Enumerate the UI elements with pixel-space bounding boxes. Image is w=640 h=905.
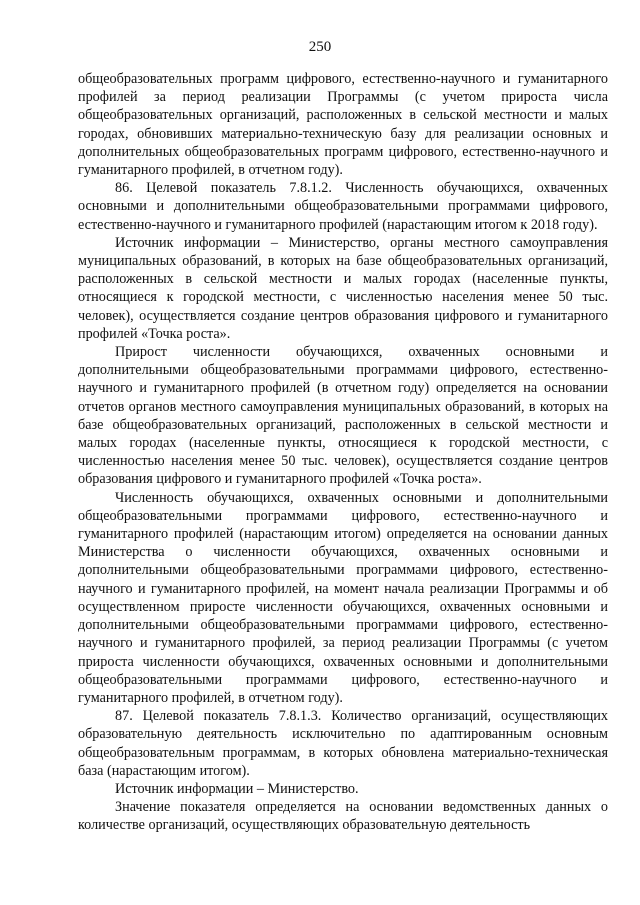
paragraph-continuation: общеобразовательных программ цифрового, естественно-научного и гуманитарного профилей за период реализации Программы (с учетом прироста числа общеобразовательных организаций, расположенных в сельской местности и малых городах, обновивших материально-техническую базу для реализации основных и дополнительных общеобразовательных программ цифрового, естественно-научного и гуманитарного профилей, в отчетном году).	[78, 71, 608, 179]
paragraph-source-87: Источник информации – Министерство.	[115, 780, 359, 797]
paragraph-value-method: Значение показателя определяется на основании ведомственных данных о количестве организаций, осуществляющих образовательную деятельность	[78, 799, 608, 834]
document-body	[78, 70, 608, 835]
page-number: 250	[308, 39, 332, 55]
paragraph-cumulative-method: Численность обучающихся, охваченных основными и дополнительными общеобразовательными программами цифрового, естественно-научного и гуманитарного профилей (нарастающим итогом) определяется на основании данных Министерства о численности обучающихся, охваченных основными и дополнительными общеобразовательными программами цифрового, естественно-научного и гуманитарного профилей, на момент начала реализации Программы и об осуществленном приросте численности обучающихся, охваченных основными и дополнительными общеобразовательными программами цифрового, естественно-научного и гуманитарного профилей, за период реализации Программы (с учетом прироста численности обучающихся, охваченных основными и дополнительными общеобразовательными программами цифрового, естественно-научного и гуманитарного профилей, в отчетном году).	[78, 489, 608, 706]
paragraph-indicator-86: 86. Целевой показатель 7.8.1.2. Численность обучающихся, охваченных основными и дополнительными общеобразовательными программами цифрового, естественно-научного и гуманитарного профилей (нарастающим итогом к 2018 году).	[78, 180, 608, 233]
paragraph-indicator-87: 87. Целевой показатель 7.8.1.3. Количество организаций, осуществляющих образовательную деятельность исключительно по адаптированным основным общеобразовательным программам, в которых обновлена материально-техническая база (нарастающим итогом).	[78, 708, 608, 779]
paragraph-growth-method: Прирост численности обучающихся, охваченных основными и дополнительными общеобразовательными программами цифрового, естественно-научного и гуманитарного профилей (в отчетном году) определяется на основании отчетов органов местного самоуправления муниципальных образований, в которых на базе общеобразовательных организаций, расположенных в сельской местности и малых городах (населенные пункты, относящиеся к городской местности, с численностью населения менее 50 тыс. человек), осуществляется создание центров образования цифрового и гуманитарного профилей «Точка роста».	[78, 344, 608, 488]
paragraph-source-86: Источник информации – Министерство, органы местного самоуправления муниципальных образований, в которых на базе общеобразовательных организаций, расположенных в сельской местности и малых городах (населенные пункты, относящиеся к городской местности, с численностью населения менее 50 тыс. человек), осуществляется создание центров образования цифрового и гуманитарного профилей «Точка роста».	[78, 234, 608, 342]
